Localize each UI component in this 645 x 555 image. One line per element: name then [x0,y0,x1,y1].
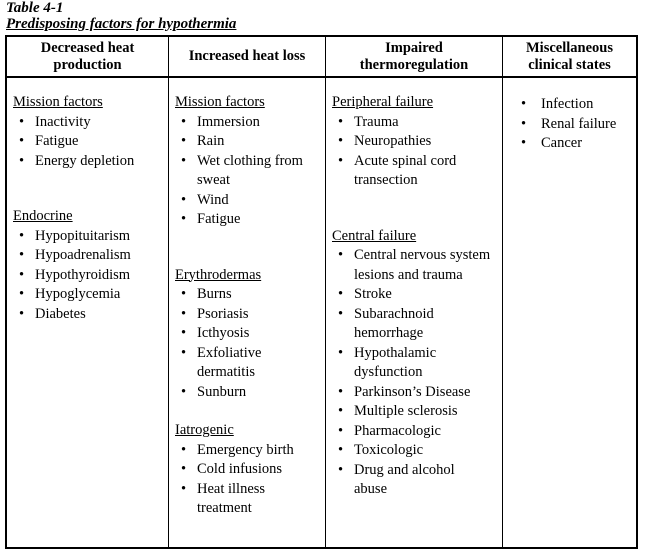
column-increased-heat-loss [169,78,325,547]
factor-list [326,246,502,500]
list-item: • Heat illness treatment [169,480,325,519]
section-title: Endocrine [13,208,73,224]
factor-list [503,95,636,154]
factor-list [7,227,168,325]
table-number: Table 4-1 [6,0,64,16]
list-item: • Fatigue [7,132,168,152]
table-caption [6,0,236,32]
list-item: • Diabetes [7,305,168,325]
list-item: • Multiple sclerosis [326,402,502,422]
section-title: Iatrogenic [175,422,234,438]
list-item: • Fatigue [169,210,325,230]
list-item: • Inactivity [7,113,168,133]
list-item: • Toxicologic [326,441,502,461]
column-decreased-heat-production [7,78,168,547]
list-item: • Cancer [503,134,636,154]
header-impaired-thermoregulation: Impaired thermoregulation [359,39,469,73]
factor-list [7,113,168,172]
section-title: Peripheral failure [332,94,434,110]
section-title: Mission factors [13,94,103,110]
list-item: • Hypoglycemia [7,285,168,305]
factor-list [169,285,325,402]
list-item: • Emergency birth [169,441,325,461]
header-miscellaneous-clinical-states: Miscellaneous clinical states [526,39,613,73]
list-item: • Hypothyroidism [7,266,168,286]
list-item: • Acute spinal cord transection [326,152,502,191]
list-item: • Cold infusions [169,460,325,480]
table-header-row [7,37,636,78]
header-increased-heat-loss: Increased heat loss [188,48,306,64]
list-item: • Subarachnoid hemorrhage [326,305,502,344]
list-item: • Wet clothing from sweat [169,152,325,191]
list-item: • Hypoadrenalism [7,246,168,266]
list-item: • Stroke [326,285,502,305]
factor-list [326,113,502,191]
column-impaired-thermoregulation [326,78,502,547]
list-item: • Trauma [326,113,502,133]
list-item: • Drug and alcohol abuse [326,461,502,500]
list-item: • Hypothalamic dysfunction [326,344,502,383]
list-item: • Pharmacologic [326,422,502,442]
list-item: • Renal failure [503,115,636,135]
factor-list [169,441,325,519]
column-miscellaneous-clinical-states [503,78,636,547]
table-title: Predisposing factors for hypothermia [6,16,237,32]
section-title: Central failure [332,227,417,244]
section-title: Mission factors [175,94,265,110]
hypothermia-factors-table [5,35,638,549]
list-item: • Exfoliative dermatitis [169,344,325,383]
section-title: Erythrodermas [175,266,262,283]
list-item: • Immersion [169,113,325,133]
list-item: • Sunburn [169,383,325,403]
list-item: • Rain [169,132,325,152]
list-item: • Icthyosis [169,324,325,344]
list-item: • Wind [169,191,325,211]
list-item: • Central nervous system lesions and trauma [326,246,502,285]
header-decreased-heat-production: Decreased heat production [40,39,135,73]
list-item: • Energy depletion [7,152,168,172]
list-item: • Neuropathies [326,132,502,152]
list-item: • Psoriasis [169,305,325,325]
list-item: • Hypopituitarism [7,227,168,247]
list-item: • Infection [503,95,636,115]
list-item: • Parkinson’s Disease [326,383,502,403]
factor-list [169,113,325,230]
list-item: • Burns [169,285,325,305]
